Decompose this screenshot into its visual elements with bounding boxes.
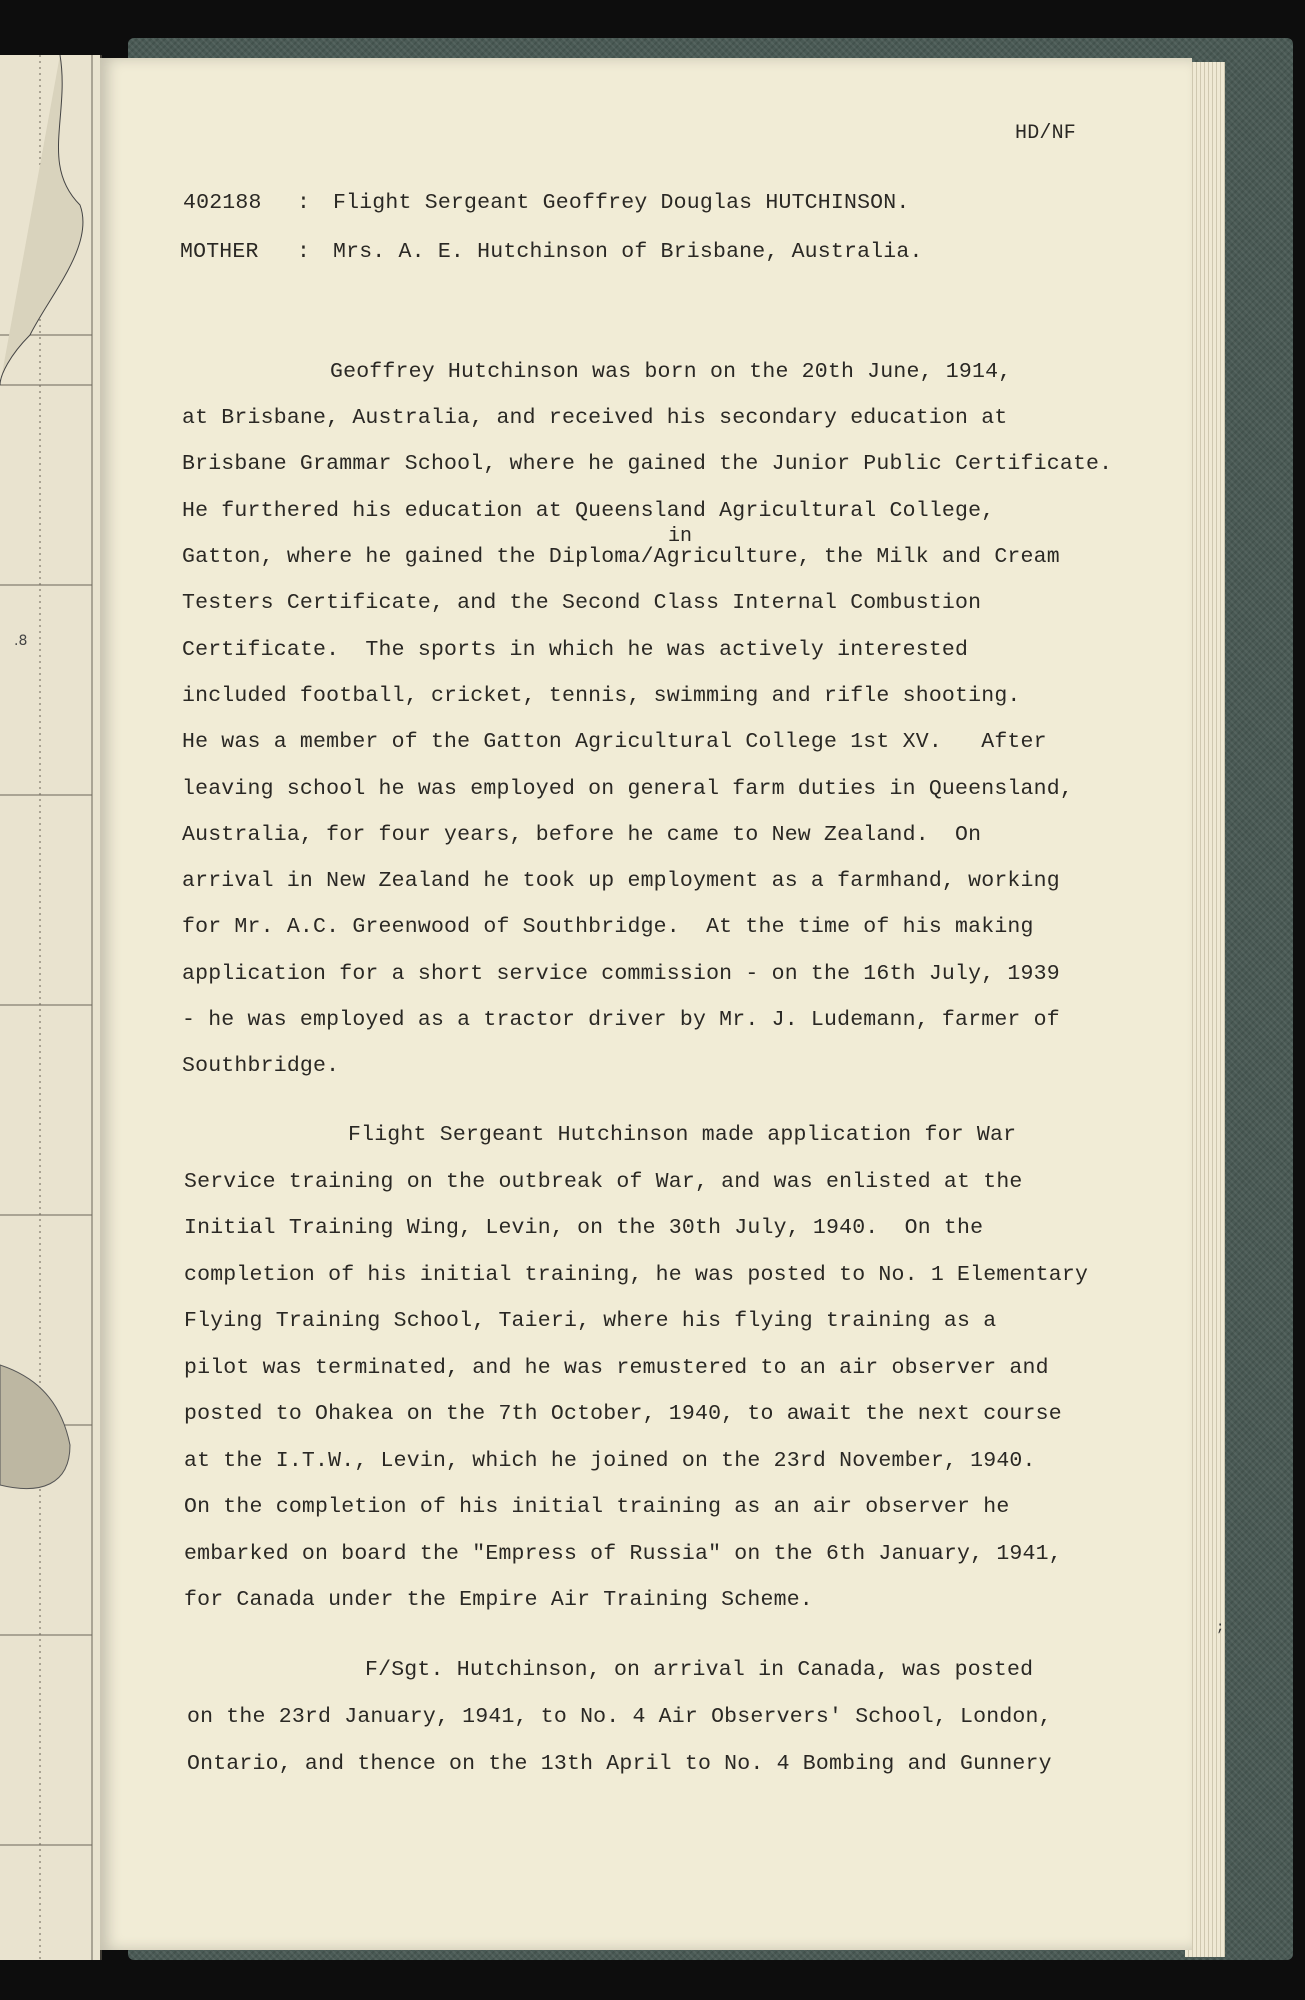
text-line: embarked on board the "Empress of Russia" on the 6th January, 1941, <box>184 1542 1062 1566</box>
edge-mark: ; <box>1216 1620 1225 1636</box>
text-line: On the completion of his initial training as an air observer he <box>184 1495 1010 1519</box>
text-line: Testers Certificate, and the Second Class Internal Combustion <box>182 591 982 615</box>
text-line: He furthered his education at Queensland Agricultural College, <box>182 499 995 523</box>
text-line: F/Sgt. Hutchinson, on arrival in Canada, was posted <box>365 1658 1034 1682</box>
text-line: pilot was terminated, and he was remustered to an air observer and <box>184 1356 1049 1380</box>
svg-text:.8: .8 <box>14 633 28 649</box>
reference-code: HD/NF <box>1015 122 1077 145</box>
text-line: Southbridge. <box>182 1054 340 1078</box>
map-grid-graphic <box>0 55 100 1960</box>
text-line: application for a short service commission - on the 16th July, 1939 <box>182 962 1060 986</box>
mother-value: Mrs. A. E. Hutchinson of Brisbane, Australia. <box>333 240 923 264</box>
text-line: Australia, for four years, before he came to New Zealand. On <box>182 823 982 847</box>
text-line: Gatton, where he gained the Diploma/Agriculture, the Milk and Cream <box>182 545 1060 569</box>
text-line: Certificate. The sports in which he was actively interested <box>182 638 969 662</box>
adjacent-map-page <box>0 55 102 1960</box>
text-line: arrival in New Zealand he took up employment as a farmhand, working <box>182 869 1060 893</box>
text-line: Brisbane Grammar School, where he gained the Junior Public Certificate. <box>182 452 1113 476</box>
text-line: - he was employed as a tractor driver by Mr. J. Ludemann, farmer of <box>182 1008 1060 1032</box>
service-separator: : <box>297 191 311 215</box>
text-line: at Brisbane, Australia, and received his secondary education at <box>182 406 1008 430</box>
service-name: Flight Sergeant Geoffrey Douglas HUTCHINSON. <box>333 191 910 215</box>
text-line: Flight Sergeant Hutchinson made application for War <box>348 1123 1017 1147</box>
text-line: at the I.T.W., Levin, which he joined on the 23rd November, 1940. <box>184 1449 1036 1473</box>
text-line: Flying Training School, Taieri, where his flying training as a <box>184 1309 997 1333</box>
text-line: for Canada under the Empire Air Training Scheme. <box>184 1588 813 1612</box>
mother-label: MOTHER <box>180 240 259 264</box>
text-line: He was a member of the Gatton Agricultural College 1st XV. After <box>182 730 1047 754</box>
text-line: posted to Ohakea on the 7th October, 1940, to await the next course <box>184 1402 1062 1426</box>
text-line: Geoffrey Hutchinson was born on the 20th June, 1914, <box>330 360 1012 384</box>
service-number: 402188 <box>183 191 262 215</box>
text-line: included football, cricket, tennis, swimming and rifle shooting. <box>182 684 1021 708</box>
text-line: Service training on the outbreak of War, and was enlisted at the <box>184 1170 1023 1194</box>
text-line: Initial Training Wing, Levin, on the 30th July, 1940. On the <box>184 1216 984 1240</box>
text-line: leaving school he was employed on general farm duties in Queensland, <box>182 777 1073 801</box>
text-line: completion of his initial training, he was posted to No. 1 Elementary <box>184 1263 1089 1287</box>
mother-separator: : <box>297 240 311 264</box>
text-line: on the 23rd January, 1941, to No. 4 Air Observers' School, London, <box>187 1705 1052 1729</box>
text-line: Ontario, and thence on the 13th April to No. 4 Bombing and Gunnery <box>187 1752 1052 1776</box>
handwritten-insertion: in <box>668 525 693 548</box>
text-line: for Mr. A.C. Greenwood of Southbridge. At the time of his making <box>182 915 1034 939</box>
